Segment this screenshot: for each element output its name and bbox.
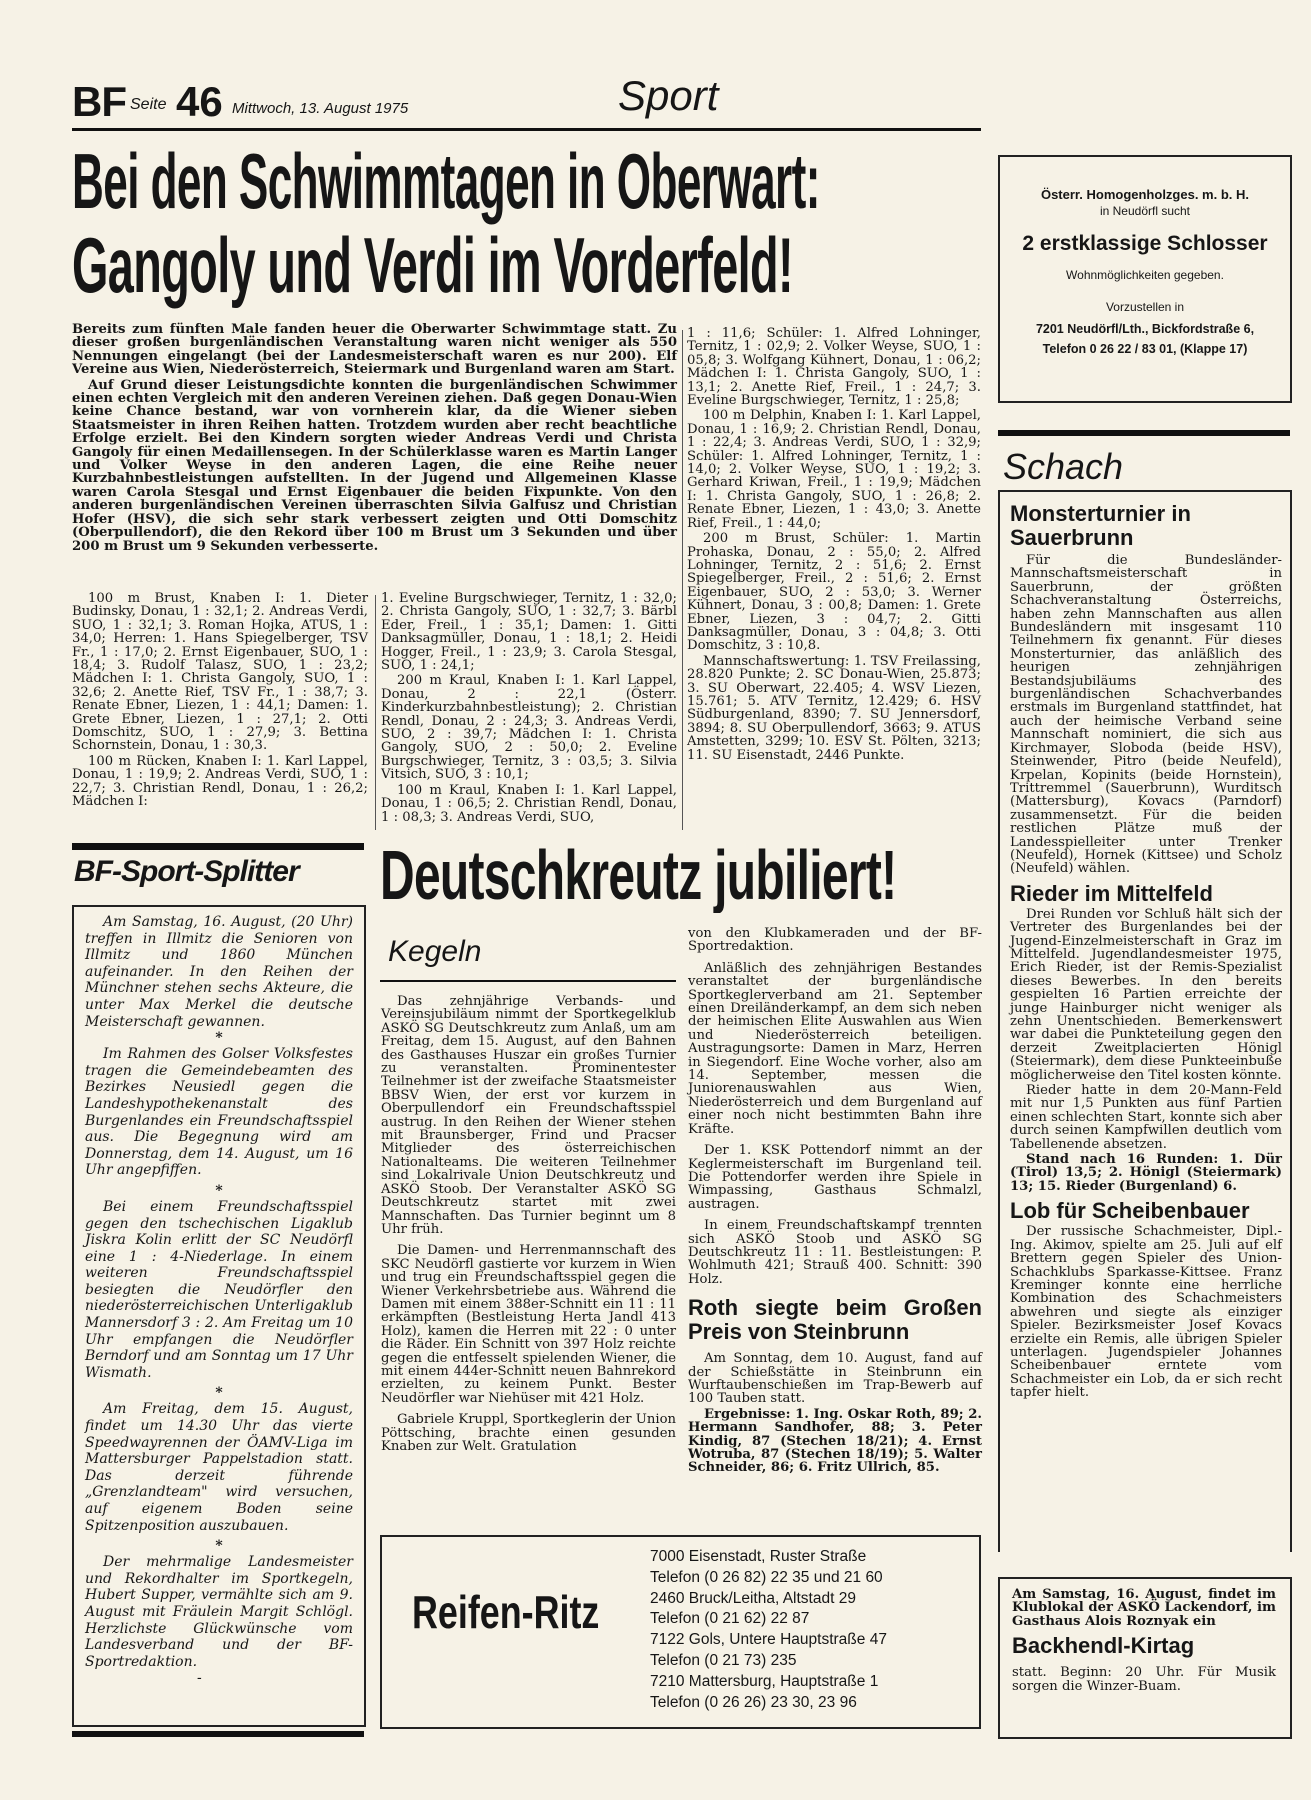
- results-column-1: [72, 592, 368, 811]
- main-headline: [72, 140, 982, 310]
- splitter-item: Bei einem Freundschaftsspiel gegen den tschechischen Ligaklub Jiskra Kolin erlitt der SC Neudörfl eine 1 : 4-Niederlage. In einem weiteren Freundschaftsspiel besiegten die Neudörfler den niederösterreichischen Unterligaklub Mannersdorf 3 : 2. Am Freitag um 10 Uhr empfangen die Neudörfler Berndorf und am Sonntag um 17 Uhr Wismath.: [85, 1198, 353, 1381]
- splitter-bottom-rule: [72, 1731, 364, 1737]
- schach-headline: Lob für Scheibenbauer: [1010, 1198, 1250, 1224]
- results-text: 100 m Rücken, Knaben I: 1. Karl Lappel, Donau, 1 : 19,9; 2. Andreas Verdi, SUO, 1 : 22,7; 3. Christian Rendl, Donau, 1 : 26,2; Mädchen I:: [72, 753, 368, 810]
- headline-line1: Bei den Schwimmtagen in Oberwart:: [72, 140, 820, 225]
- schach-section-title: Schach: [1003, 446, 1124, 487]
- kegeln-column-2: [688, 927, 982, 1477]
- schach-paragraph: Stand nach 16 Runden: 1. Dür (Tirol) 13,5; 2. Hönigl (Steiermark) 13; 15. Rieder (Burgenland) 6.: [1010, 1152, 1282, 1194]
- reifen-addresses: [650, 1547, 970, 1713]
- kegeln-paragraph: In einem Freundschaftskampf trennten sich ASKÖ Stoob und ASKÖ SG Deutschkreutz 11 : 11. Bestleistungen: P. Wohlmuth 421; Strauß 400. Schnitt: 390 Holz.: [688, 1218, 982, 1287]
- results-text: 1. Eveline Burgschwieger, Ternitz, 1 : 32,0; 2. Christa Gangoly, SUO, 1 : 32,7; 3. Bärbl Eder, Freil., 1 : 35,1; Damen: 1. Gitti Danksagmüller, Donau, 1 : 18,1; 2. Heidi Hogger, Freil., 1 : 23,9; 3. Carola Stesgal, SUO, 1 : 24,1;: [381, 591, 677, 674]
- masthead-rule: [72, 128, 981, 131]
- splitter-dash: -: [197, 1670, 202, 1687]
- column-divider: [682, 330, 683, 830]
- ad-company: Österr. Homogenholzges. m. b. H.: [1040, 187, 1250, 202]
- splitter-title: BF-Sport-Splitter: [74, 855, 299, 888]
- schach-content: [1010, 502, 1282, 1402]
- ad-phone: Telefon 0 26 22 / 83 01, (Klappe 17): [1042, 342, 1248, 356]
- schach-text: [1010, 1225, 1282, 1399]
- backhendl-intro: Am Samstag, 16. August, findet im Klublokal der ASKÖ Lackendorf, im Gasthaus Alois Roznyak ein: [1012, 1587, 1276, 1629]
- column-divider: [375, 595, 376, 830]
- splitter-item: Am Freitag, dem 15. August, findet um 14.30 Uhr das vierte Speedwayrennen der ÖAMV-Liga im Mattersburger Pappelstadion statt. Das derzeit führende „Grenzlandteam" wird versuchen, auf eigenem Boden seine Spitzenposition auszubauen.: [85, 1401, 353, 1534]
- schach-text: [1010, 554, 1282, 876]
- schach-paragraph: Für die Bundesländer-Mannschaftsmeisterschaft in Sauerbrunn, der größten Schachveranstaltung Österreichs, haben zehn Mannschaften aus allen Bundesländern mit insgesamt 110 Teilnehmern fix genannt. Für dieses Monsterturnier, das anläßlich des heurigen zehnjährigen Bestandsjubiläums des burgenländischen Schachverbandes erstmals im Burgenland stattfindet, hat auch der heimische Verband seine Mannschaft nominiert, die sich aus Kirchmayer, Sloboda (beide HSV), Steinwender, Pitro (beide Neufeld), Krpelan, Kopinits (beide Hornstein), Trittremmel (Sauerbrunn), Wurditsch (Mattersburg), Kovacs (Parndorf) zusammensetzt. Für die beiden restlichen Plätze muß der Landesspielleiter unter Trenker (Neufeld), Hornek (Kittsee) und Scholz (Neufeld) wählen.: [1010, 553, 1282, 877]
- results-text: 200 m Kraul, Knaben I: 1. Karl Lappel, Donau, 2 : 22,1 (Österr. Kinderkurzbahnbestleistung); 2. Christian Rendl, Donau, 2 : 24,3; 3. Andreas Verdi, SUO, 2 : 39,7; Mädchen I: 1. Christa Gangoly, SUO, 2 : 50,0; 2. Eveline Burgschwieger, Ternitz, 3 : 03,5; 3. Silvia Vitsich, SUO, 3 : 10,1;: [381, 673, 677, 783]
- kegeln-headline: [380, 838, 985, 913]
- kegeln-paragraph: von den Klubkameraden und der BF-Sportredaktion.: [688, 926, 982, 955]
- reifen-line: Telefon (0 26 26) 23 30, 23 96: [650, 1693, 857, 1711]
- kegeln-paragraph: Der 1. KSK Pottendorf nimmt an der Keglermeisterschaft im Burgenland teil. Die Pottendorfer werden ihre Spiele in Wimpassing, Gasthaus Schmalzl, austragen.: [688, 1143, 982, 1212]
- roth-paragraph: Am Sonntag, dem 10. August, fand auf der Schießstätte in Steinbrunn ein Wurftaubenschießen im Trap-Bewerb auf 100 Tauben statt.: [688, 1351, 982, 1407]
- ad-subtitle: Wohnmöglichkeiten gegeben.: [1066, 268, 1224, 282]
- results-text: 100 m Delphin, Knaben I: 1. Karl Lappel, Donau, 1 : 16,9; 2. Christian Rendl, Donau, 1 : 22,4; 3. Andreas Verdi, SUO, 1 : 32,9; Schüler: 1. Alfred Lohninger, Ternitz, 1 : 14,0; 2. Volker Weyse, SUO, 1 : 19,2; 3. Gerhard Kriwan, Freil., 1 : 19,9; Mädchen I: 1. Christa Gangoly, SUO, 1 : 26,8; 2. Renate Ebner, Liezen, 1 : 43,0; 3. Anette Rief, Freil., 1 : 44,0;: [687, 408, 981, 531]
- backhendl-outro: statt. Beginn: 20 Uhr. Für Musik sorgen die Winzer-Buam.: [1012, 1665, 1276, 1694]
- ad-address: 7201 Neudörfl/Lth., Bickfordstraße 6,: [1035, 322, 1255, 336]
- results-text: Mannschaftswertung: 1. TSV Freilassing, 28.820 Punkte; 2. SC Donau-Wien, 25.873; 3. SU Oberwart, 22.405; 4. WSV Liezen, 15.761; 5. ATV Ternitz, 12.429; 6. HSV Südburgenland, 8390; 7. SU Jennersdorf, 3894; 8. SU Oberpullendorf, 3663; 9. ATUS Amstetten, 3299; 10. ESV St. Pölten, 3213; 11. SU Eisenstadt, 2446 Punkte.: [687, 653, 981, 763]
- ad-backhendl-content: [1012, 1588, 1276, 1693]
- article-lead: [72, 323, 677, 555]
- reifen-line: Telefon (0 26 82) 22 35 und 21 60: [650, 1568, 883, 1586]
- ad-schlosser: [998, 155, 1292, 403]
- separator-star: *: [215, 1030, 223, 1047]
- results-column-3: [687, 327, 981, 764]
- reifen-brand: Reifen-Ritz: [412, 1586, 600, 1638]
- reifen-brand-wrap: [412, 1582, 637, 1652]
- kegeln-section: Kegeln: [388, 935, 482, 968]
- results-text: 200 m Brust, Schüler: 1. Martin Prohaska, Donau, 2 : 55,0; 2. Alfred Lohninger, Ternitz, 2 : 51,6; 2. Ernst Spiegelberger, Freil., 2 : 51,6; 2. Ernst Eigenbauer, SUO, 2 : 53,0; 3. Werner Kühnert, Donau, 3 : 00,8; Damen: 1. Grete Ebner, Liezen, 3 : 04,7; 2. Gitti Danksagmüller, Donau, 3 : 04,8; 3. Otti Domschitz, 3 : 10,8.: [687, 531, 981, 654]
- splitter-rule: [72, 843, 364, 850]
- lead-paragraph: Bereits zum fünften Male fanden heuer die Oberwarter Schwimmtage statt. Zu dieser großen burgenländischen Veranstaltung waren nicht weniger als 550 Nennungen eingelangt (bei der Landesmeisterschaft waren es nur 200). Elf Vereine aus Wien, Niederösterreich, Steiermark und Burgenland waren am Start.: [72, 322, 677, 378]
- separator-star: *: [215, 1538, 223, 1555]
- results-text: 100 m Kraul, Knaben I: 1. Karl Lappel, Donau, 1 : 06,5; 2. Christian Rendl, Donau, 1 : 08,3; 3. Andreas Verdi, SUO,: [381, 782, 677, 825]
- roth-paragraph: Ergebnisse: 1. Ing. Oskar Roth, 89; 2. Hermann Sandhofer, 88; 3. Peter Kindig, 87 (Stechen 18/21); 4. Ernst Wotruba, 87 (Stechen 18/19); 5. Walter Schneider, 86; 6. Fritz Ullrich, 85.: [688, 1406, 982, 1476]
- reifen-line: Telefon (0 21 62) 22 87: [650, 1610, 810, 1628]
- splitter-item: Im Rahmen des Golser Volksfestes tragen die Gemeindebeamten des Bezirkes Neusiedl gegen die Landeshypothekenanstalt des Burgenlandes ein Freundschaftsspiel aus. Die Begegnung wird am Donnerstag, dem 14. August, um 16 Uhr angepfiffen.: [85, 1046, 353, 1179]
- splitter-item: Am Samstag, 16. August, (20 Uhr) treffen in Illmitz die Senioren von Illmitz und 1860 München aufeinander. In den Reihen der Münchner stehen sechs Akteure, die unter Max Merkel die deutsche Meisterschaft gewannen.: [85, 914, 353, 1030]
- kegeln-paragraph: Gabriele Kruppl, Sportkeglerin der Union Pöttsching, brachte einen gesunden Knaben zur Welt. Gratulation: [381, 1412, 676, 1454]
- splitter-content: [85, 914, 353, 1687]
- issue-date: Mittwoch, 13. August 1975: [232, 100, 409, 117]
- ad-contact-intro: Vorzustellen in: [1105, 300, 1185, 314]
- reifen-line: 2460 Bruck/Leitha, Altstadt 29: [650, 1589, 856, 1607]
- separator-star: *: [215, 1385, 223, 1402]
- schach-headline: Monsterturnier in Sauerbrunn: [1010, 501, 1191, 550]
- reifen-line: Telefon (0 21 73) 235: [650, 1651, 797, 1669]
- kegeln-rule: [380, 980, 676, 982]
- ad-title: 2 erstklassige Schlosser: [1022, 232, 1268, 255]
- schach-headline: Rieder im Mittelfeld: [1010, 880, 1213, 906]
- reifen-line: 7210 Mattersburg, Hauptstraße 1: [650, 1672, 879, 1690]
- seite-label: Seite: [130, 96, 167, 113]
- separator-star: *: [215, 1182, 223, 1199]
- backhendl-title: Backhendl-Kirtag: [1012, 1633, 1195, 1659]
- kegeln-column-1: [381, 995, 676, 1455]
- schach-paragraph: Drei Runden vor Schluß hält sich der Vertreter des Burgenlandes bei der Jugend-Einzelmeisterschaft in Graz im Mittelfeld. Jugendlandesmeister 1975, Erich Rieder, ist der Remis-Spezialist dieses Bewerbes. In den bereits gespielten 16 Partien erreichte der junge Hainburger nicht weniger als zehn Unentschieden. Bemerkenswert war dabei die Punkteteilung gegen den derzeit Zweitplacierten Hönigl (Steiermark), dem diese Punkteeinbuße möglicherweise den Titel kosten könnte.: [1010, 906, 1282, 1083]
- reifen-line: 7122 Gols, Untere Hauptstraße 47: [650, 1631, 887, 1649]
- headline-line2: Gangoly und Verdi im Vorderfeld!: [72, 221, 794, 309]
- schach-text: [1010, 908, 1282, 1194]
- reifen-line: 7000 Eisenstadt, Ruster Straße: [650, 1548, 867, 1565]
- schach-rule: [998, 430, 1290, 436]
- bf-logo: BF: [72, 78, 126, 125]
- results-text: 1 : 11,6; Schüler: 1. Alfred Lohninger, Ternitz, 1 : 02,9; 2. Volker Weyse, SUO, 1 : 05,8; 3. Wolfgang Kühnert, Donau, 1 : 06,2; Mädchen I: 1. Christa Gangoly, SUO, 1 : 13,1; 2. Anette Rief, Freil., 1 : 24,7; 3. Eveline Burgschwieger, Ternitz, 1 : 25,8;: [687, 326, 981, 409]
- kegeln-paragraph: Das zehnjährige Verbands- und Vereinsjubiläum nimmt der Sportkegelklub ASKÖ SG Deutschkreutz zum Anlaß, um am Freitag, dem 15. August, auf den Bahnen des Gasthauses Huszar ein großes Turnier zu veranstalten. Prominentester Teilnehmer ist der zweifache Staatsmeister BBSV Wien, der erst vor kurzem in Oberpullendorf ein Freundschaftsspiel austrug. In den Reihen der Wiener stehen mit Braunsberger, Frind und Pracser Mitglieder des österreichischen Nationalteams. Die weiteren Teilnehmer sind Lokalrivale Union Deutschkreutz und ASKÖ Stoob. Der Veranstalter ASKÖ SG Deutschkreutz startet mit zwei Mannschaften. Das Turnier beginnt um 8 Uhr früh.: [381, 994, 676, 1237]
- results-text: 100 m Brust, Knaben I: 1. Dieter Budinsky, Donau, 1 : 32,1; 2. Andreas Verdi, SUO, 1 : 32,1; 3. Roman Hojka, ATUS, 1 : 34,0; Herren: 1. Hans Spiegelberger, TSV Fr., 1 : 17,0; 2. Ernst Eigenbauer, SUO, 1 : 18,4; 3. Rudolf Talasz, SUO, 1 : 23,2; Mädchen I: 1. Christa Gangoly, SUO, 1 : 32,6; 2. Anette Rief, TSV Fr., 1 : 38,7; 3. Renate Ebner, Liezen, 1 : 44,1; Damen: 1. Grete Ebner, Liezen, 1 : 27,1; 2. Otti Domschitz, SUO, 1 : 27,9; 3. Bettina Schornstein, Donau, 1 : 30,3.: [72, 591, 368, 754]
- lead-paragraph: Auf Grund dieser Leistungsdichte konnten die burgenländischen Schwimmer einen echten Vergleich mit den anderen Vereinen ziehen. Daß gegen Donau-Wien keine Chance bestand, war von vornherein klar, da die Wiener sieben Staatsmeister in ihren Reihen hatten. Trotzdem wurden aber recht beachtliche Erfolge erzielt. Bei den Kindern sorgten wieder Andreas Verdi und Christa Gangoly für einen Medaillensegen. In der Schülerklasse waren es Martin Langer und Volker Weyse in den anderen Lagen, die eine Reihe neuer Kurzbahnbestleistungen aufstellten. In der Jugend und Allgemeinen Klasse waren Carola Stesgal und Ernst Eigenbauer die beiden Fixpunkte. Von den anderen burgenländischen Vereinen überraschten Silvia Galfusz und Christian Hofer (HSV), die sich sehr stark verbessert zeigten und Otti Domschitz (Oberpullendorf), die den Rekord über 100 m Brust um 3 Sekunden und über 200 m Brust um 9 Sekunden verbesserte.: [72, 377, 677, 554]
- kegeln-paragraph: Die Damen- und Herrenmannschaft des SKC Neudörfl gastierte vor kurzem in Wien und trug ein Freundschaftsspiel gegen die Wiener Verkehrsbetriebe aus. Während die Damen mit einem 388er-Schnitt ein 11 : 11 erkämpften (Bestleistung Herta Jandl 413 Holz), kamen die Herren mit 22 : 0 unter die Räder. Ein Schnitt von 397 Holz reichte gegen die entfesselt spielenden Wiener, die mit einem 444er-Schnitt neuen Bahnrekord erzielten, zu keinem Punkt. Bester Neudörfler war Niehüser mit 421 Holz.: [381, 1243, 676, 1406]
- splitter-item: Der mehrmalige Landesmeister und Rekordhalter im Sportkegeln, Hubert Supper, vermählte sich am 9. August mit Fräulein Margit Schlögl. Herzlichste Glückwünsche vom Landesverband und der BF-Sportredaktion.: [85, 1554, 353, 1670]
- results-column-2: [381, 592, 677, 826]
- page-number: 46: [176, 78, 223, 125]
- schach-paragraph: Rieder hatte in dem 20-Mann-Feld mit nur 1,5 Punkten aus fünf Partien einen schlechten Start, konnte sich aber durch seinen Kampfwillen deutlich vom Tabellenende absetzen.: [1010, 1083, 1282, 1152]
- section-title: Sport: [618, 72, 719, 119]
- kegeln-paragraph: Anläßlich des zehnjährigen Bestandes veranstaltet der burgenländische Sportkeglerverband am 21. September einen Dreiländerkampf, an dem sich neben der heimischen Elite Auswahlen aus Wien und Niederösterreich beteiligen. Austragungsorte: Damen in Marz, Herren in Siegendorf. Eine Woche vorher, also am 14. September, messen die Juniorenauswahlen aus Wien, Niederösterreich und dem Burgenland auf einer noch nicht bestimmten Bahn ihre Kräfte.: [688, 960, 982, 1137]
- kegeln-headline-text: Deutschkreutz jubiliert!: [380, 838, 897, 913]
- ad-location: in Neudörfl sucht: [1099, 204, 1191, 218]
- schach-paragraph: Der russische Schachmeister, Dipl.-Ing. Akimov, spielte am 25. Juli auf elf Brettern gegen Spieler des Union-Schachklubs Sparkasse-Kittsee. Franz Kreminger konnte eine herrliche Kombination des Schachmeisters abwehren und siegte als einziger Spieler. Bezirksmeister Josef Kovacs erzielte ein Remis, alle übrigen Spieler unterlagen. Jugendspieler Johannes Scheibenbauer erntete vom Schachmeister ein Lob, da er sich recht tapfer hielt.: [1010, 1224, 1282, 1401]
- roth-headline: Roth siegte beim Großen Preis von Steinbrunn: [688, 1295, 982, 1345]
